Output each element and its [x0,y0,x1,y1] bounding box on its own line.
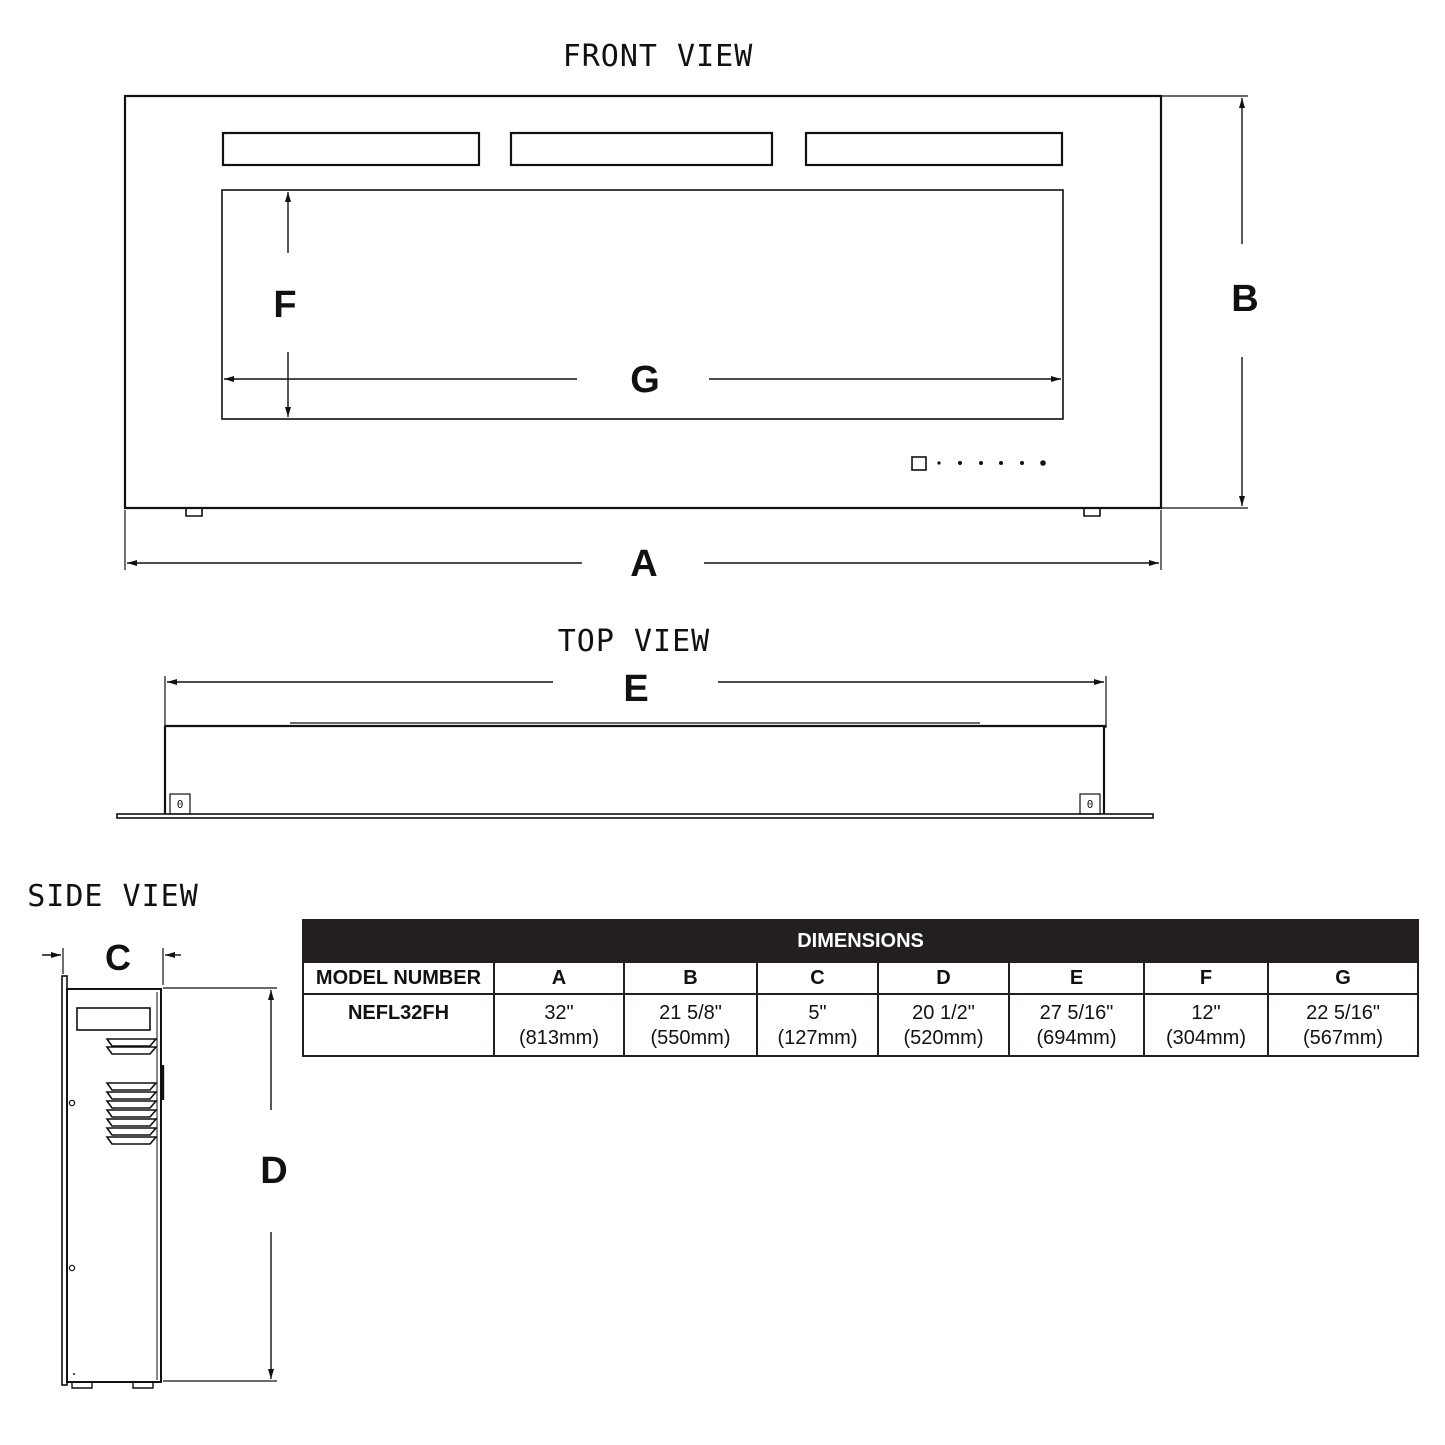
control-dot-icon [1041,461,1046,466]
front-foot-left [186,509,202,516]
dimension-cell-g [1268,994,1418,1056]
control-dot-icon [958,461,962,465]
control-dot-icon [937,461,940,464]
front-view [125,96,1259,585]
control-dot-icon [1020,461,1024,465]
screw-icon [69,1265,74,1270]
dimension-label-d: D [260,1150,288,1192]
side-view-title: SIDE VIEW [27,879,199,914]
dimension-label-b: B [1231,278,1259,320]
dimension-cell-e [1009,994,1144,1056]
column-header: E [1009,962,1144,994]
column-header: C [757,962,878,994]
column-header: D [878,962,1009,994]
side-foot-back [133,1383,153,1388]
dimension-cell-a [494,994,624,1056]
top-view [117,668,1153,818]
dimension-label-c: C [105,937,131,978]
bracket-tag-right: 0 [1086,798,1094,811]
inch-value: 5" [808,1002,827,1024]
control-dot-icon [999,461,1003,465]
top-view-title: TOP VIEW [557,624,711,659]
column-header: F [1144,962,1268,994]
table-row [303,994,1418,1056]
mm-value: (520mm) [903,1027,984,1049]
dimension-label-f: F [273,284,297,326]
inch-value: 21 5/8" [659,1002,722,1024]
side-label-plate [77,1008,150,1030]
top-vent-right [806,133,1062,165]
inch-value: 22 5/16" [1306,1002,1380,1024]
dimension-label-g: G [630,359,660,401]
side-louvers [107,1039,156,1144]
dimension-cell-d [878,994,1009,1056]
side-foot-front [72,1383,92,1388]
table-title: DIMENSIONS [303,920,1418,962]
dimension-label-e: E [623,668,649,710]
inch-value: 12" [1191,1002,1221,1024]
control-dot-icon [979,461,983,465]
dimension-cell-f [1144,994,1268,1056]
mm-value: (694mm) [1036,1027,1117,1049]
inch-value: 27 5/16" [1039,1002,1114,1024]
inch-value: 20 1/2" [912,1002,975,1024]
dimension-cell-c [757,994,878,1056]
bracket-tag-left: 0 [176,798,184,811]
side-body-outline [67,989,161,1382]
dimension-cell-b [624,994,757,1056]
screw-icon [73,1373,75,1375]
mm-value: (813mm) [518,1027,599,1049]
dimensions-table [302,919,1419,1057]
top-vent-middle [511,133,772,165]
mm-value: (550mm) [650,1027,731,1049]
control-panel [912,457,1045,470]
column-header: MODEL NUMBER [303,962,494,994]
front-view-title: FRONT VIEW [562,39,754,74]
column-header: G [1268,962,1418,994]
column-header: A [494,962,624,994]
inch-value: 32" [544,1002,574,1024]
power-button-icon [912,457,926,470]
dimension-label-a: A [630,543,658,585]
front-foot-right [1084,509,1100,516]
mm-value: (567mm) [1303,1027,1384,1049]
mm-value: (304mm) [1165,1027,1246,1049]
mm-value: (127mm) [777,1027,858,1049]
screw-icon [69,1100,74,1105]
mounting-flange [117,814,1153,818]
model-number-cell: NEFL32FH [303,994,494,1056]
side-view [42,937,288,1388]
top-vent-left [223,133,479,165]
table-header-row [303,962,1418,994]
column-header: B [624,962,757,994]
